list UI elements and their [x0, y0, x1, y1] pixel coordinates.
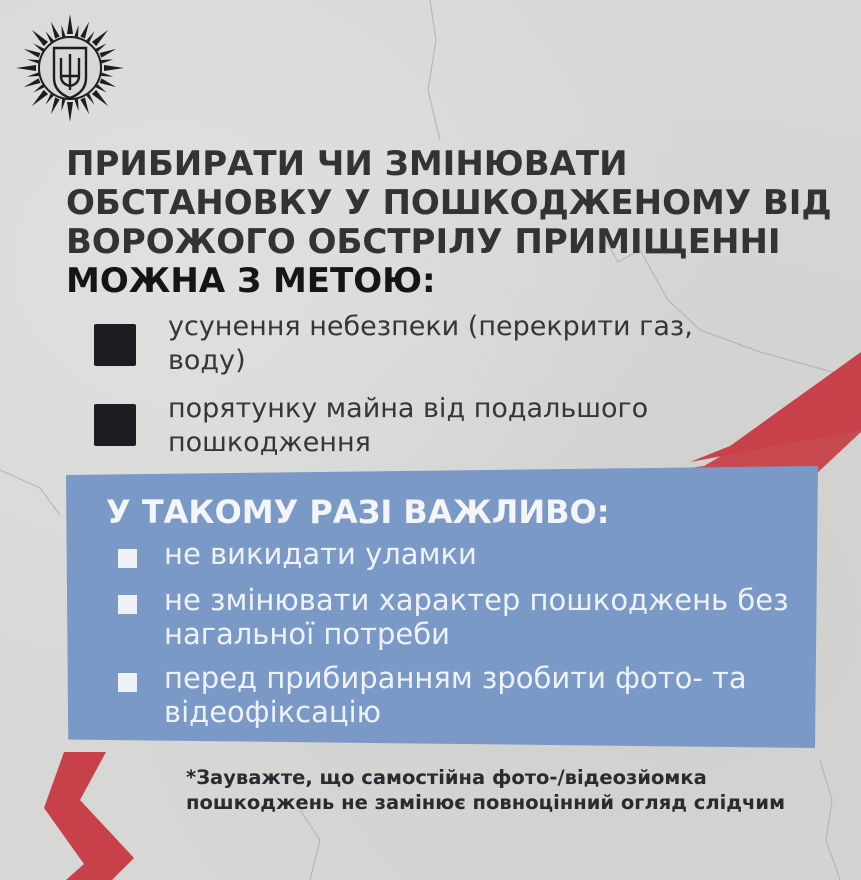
- list-item: [94, 392, 774, 474]
- square-bullet-icon: [118, 673, 137, 692]
- headline-line-3: ВОРОЖОГО ОБСТРІЛУ ПРИМІЩЕННІ: [66, 222, 781, 262]
- headline-emphasis: МОЖНА З МЕТОЮ:: [66, 261, 436, 301]
- important-list: [118, 537, 808, 739]
- footnote: *Зауважте, що самостійна фото-/відеозйомка пошкоджень не замінює повноцінний огляд слідчим: [186, 766, 786, 814]
- important-text: не змінювати характер пошкоджень без нагальної потреби: [164, 583, 789, 651]
- purpose-text: порятунку майна від подальшого пошкодження: [168, 393, 649, 458]
- list-item: [94, 310, 774, 392]
- square-bullet-icon: [118, 549, 137, 568]
- police-star-trident-emblem-icon: [14, 12, 126, 124]
- important-heading: У ТАКОМУ РАЗІ ВАЖЛИВО:: [106, 493, 610, 531]
- square-bullet-icon: [94, 324, 136, 366]
- headline-line-2: ОБСТАНОВКУ У ПОШКОДЖЕНОМУ ВІД: [66, 183, 832, 223]
- list-item: [118, 661, 808, 739]
- square-bullet-icon: [118, 595, 137, 614]
- important-text: перед прибиранням зробити фото- та відеофіксацію: [164, 661, 747, 729]
- purpose-text: усунення небезпеки (перекрити газ, воду): [168, 311, 693, 376]
- list-item: [118, 537, 808, 583]
- important-text: не викидати уламки: [164, 537, 477, 571]
- list-item: [118, 583, 808, 661]
- square-bullet-icon: [94, 404, 136, 446]
- headline-line-1: ПРИБИРАТИ ЧИ ЗМІНЮВАТИ: [66, 144, 628, 184]
- purpose-list: [94, 310, 774, 474]
- red-zigzag-line-lower: [44, 752, 134, 880]
- headline: [66, 144, 832, 301]
